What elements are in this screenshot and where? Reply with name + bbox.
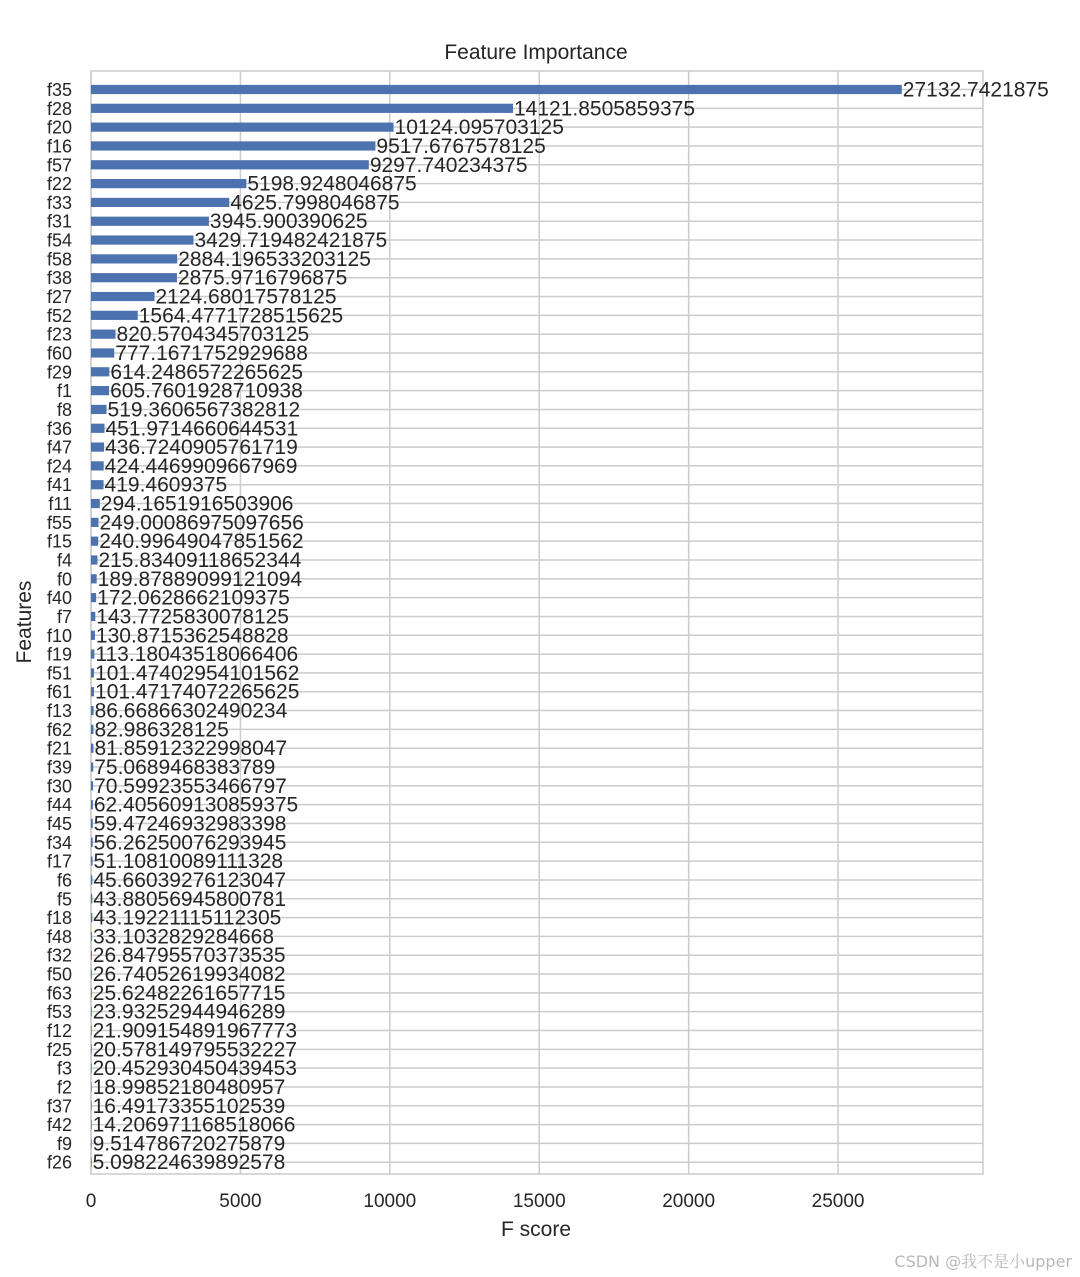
- bar-f27: [91, 292, 154, 301]
- value-label-f44: 62.405609130859375: [93, 793, 299, 817]
- y-tick-label-f3: f3: [56, 1058, 72, 1079]
- watermark: CSDN @我不是小upper: [894, 1252, 1072, 1271]
- bar-f34: [91, 838, 93, 847]
- y-tick-label-f50: f50: [46, 964, 72, 985]
- y-tick-label-f35: f35: [46, 80, 72, 100]
- y-tick-label-f25: f25: [46, 1039, 72, 1060]
- value-label-f4: 215.83409118652344: [98, 549, 302, 572]
- bar-f52: [91, 311, 138, 320]
- y-tick-label-f47: f47: [46, 437, 72, 458]
- bar-f40: [91, 593, 96, 602]
- bar-f2: [91, 1082, 92, 1091]
- bar-f58: [91, 254, 177, 263]
- y-tick-label-f23: f23: [46, 324, 72, 345]
- value-label-f24: 424.4469909667969: [104, 454, 298, 478]
- bar-f6: [91, 875, 92, 884]
- y-tick-label-f2: f2: [56, 1077, 72, 1098]
- bar-f53: [91, 1007, 92, 1016]
- value-label-f9: 9.514786720275879: [92, 1132, 286, 1156]
- bar-f44: [91, 800, 93, 809]
- y-tick-label-f60: f60: [46, 343, 72, 364]
- value-label-f0: 189.87889099121094: [97, 567, 303, 591]
- value-label-f34: 56.26250076293945: [93, 831, 287, 855]
- y-tick-label-f38: f38: [46, 268, 72, 289]
- bar-f47: [91, 442, 104, 451]
- y-tick-labels: [47, 80, 72, 1173]
- y-tick-label-f42: f42: [46, 1115, 72, 1136]
- bar-f38: [91, 273, 177, 282]
- y-tick-label-f37: f37: [46, 1096, 72, 1117]
- bar-f3: [91, 1064, 92, 1073]
- y-tick-label-f10: f10: [46, 625, 72, 646]
- y-tick-label-f48: f48: [46, 926, 72, 947]
- x-tick-label: 0: [85, 1191, 97, 1212]
- value-label-f63: 25.62482261657715: [92, 981, 286, 1005]
- value-label-f5: 43.88056945800781: [93, 887, 287, 911]
- value-label-f53: 23.93252944946289: [92, 1000, 286, 1024]
- bar-f16: [91, 141, 375, 150]
- y-tick-label-f54: f54: [46, 230, 72, 251]
- y-tick-label-f40: f40: [46, 588, 72, 609]
- y-tick-label-f28: f28: [46, 98, 72, 119]
- bar-f24: [91, 461, 104, 470]
- bar-f30: [91, 781, 93, 790]
- bar-f50: [91, 969, 92, 978]
- x-tick-label: 15000: [512, 1191, 566, 1212]
- value-label-f47: 436.7240905761719: [105, 436, 298, 460]
- bar-f17: [91, 857, 93, 866]
- value-label-f8: 519.3606567382812: [107, 398, 301, 422]
- y-tick-label-f4: f4: [56, 550, 72, 571]
- bar-f35: [91, 85, 902, 94]
- bar-f48: [91, 932, 92, 941]
- value-label-f27: 2124.68017578125: [155, 285, 337, 309]
- value-label-f61: 101.47174072265625: [95, 680, 300, 704]
- value-label-f33: 4625.7998046875: [230, 191, 400, 215]
- bar-f5: [91, 894, 92, 903]
- value-label-f16: 9517.6767578125: [376, 134, 546, 158]
- y-tick-label-f0: f0: [56, 569, 72, 590]
- y-tick-label-f20: f20: [46, 117, 72, 138]
- value-label-f37: 16.49173355102539: [92, 1094, 286, 1118]
- value-label-f29: 614.2486572265625: [110, 360, 304, 384]
- value-label-f25: 20.578149795532227: [92, 1038, 298, 1062]
- y-tick-label-f53: f53: [46, 1002, 72, 1023]
- value-label-f22: 5198.9248046875: [247, 172, 417, 196]
- bar-f51: [91, 668, 94, 677]
- y-tick-label-f36: f36: [46, 418, 72, 439]
- bar-f29: [91, 367, 109, 376]
- y-tick-label-f45: f45: [46, 813, 72, 834]
- bar-f11: [91, 499, 100, 508]
- value-label-f40: 172.0628662109375: [97, 586, 290, 610]
- y-tick-label-f30: f30: [46, 776, 72, 797]
- bar-f33: [91, 198, 229, 207]
- value-label-f15: 240.99649047851562: [99, 530, 304, 554]
- value-label-f36: 451.9714660644531: [105, 417, 299, 441]
- bar-f63: [91, 988, 92, 997]
- bar-f19: [91, 650, 94, 659]
- value-label-f32: 26.84795570373535: [92, 944, 286, 968]
- bar-f0: [91, 574, 97, 583]
- value-label-f45: 59.47246932983398: [93, 812, 287, 836]
- value-label-f12: 21.909154891967773: [92, 1019, 298, 1043]
- bar-f61: [91, 687, 94, 696]
- y-tick-label-f13: f13: [46, 701, 72, 722]
- value-label-f7: 143.7725830078125: [96, 605, 289, 629]
- value-label-f42: 14.206971168518066: [92, 1113, 296, 1137]
- value-label-f17: 51.10810089111328: [93, 850, 284, 874]
- y-tick-label-f19: f19: [46, 644, 72, 665]
- x-tick-label: 20000: [662, 1191, 716, 1212]
- y-tick-label-f51: f51: [46, 663, 72, 684]
- y-tick-label-f58: f58: [46, 249, 72, 270]
- y-tick-label-f63: f63: [46, 983, 72, 1004]
- bar-f41: [91, 480, 104, 489]
- y-tick-label-f55: f55: [46, 512, 72, 533]
- y-tick-label-f29: f29: [46, 362, 72, 383]
- bar-f55: [91, 518, 98, 527]
- value-label-f30: 70.59923553466797: [94, 774, 287, 798]
- y-axis-label: Features: [13, 580, 36, 664]
- bar-f32: [91, 951, 92, 960]
- y-tick-label-f61: f61: [46, 682, 72, 703]
- y-tick-label-f12: f12: [46, 1021, 72, 1041]
- bar-f21: [91, 744, 93, 753]
- x-axis-label: F score: [500, 1218, 572, 1241]
- value-label-f2: 18.99852180480957: [92, 1075, 286, 1099]
- value-label-f57: 9297.740234375: [369, 153, 528, 177]
- y-tick-label-f9: f9: [56, 1133, 72, 1154]
- y-tick-label-f18: f18: [46, 908, 72, 929]
- y-tick-label-f32: f32: [46, 945, 72, 966]
- value-label-f35: 27132.7421875: [902, 78, 1049, 102]
- value-label-f28: 14121.8505859375: [513, 97, 696, 121]
- bar-f42: [91, 1120, 92, 1129]
- y-tick-label-f6: f6: [56, 870, 72, 891]
- bar-f60: [91, 348, 114, 357]
- y-tick-label-f24: f24: [46, 456, 72, 477]
- y-tick-label-f5: f5: [56, 889, 72, 910]
- y-tick-label-f44: f44: [46, 795, 72, 816]
- value-label-f26: 5.098224639892578: [92, 1151, 286, 1175]
- value-label-f54: 3429.719482421875: [194, 229, 388, 253]
- value-label-f39: 75.0689468383789: [94, 756, 276, 780]
- y-tick-label-f31: f31: [46, 211, 72, 232]
- bar-f4: [91, 555, 97, 564]
- value-label-f58: 2884.196533203125: [178, 247, 371, 271]
- y-tick-label-f26: f26: [46, 1152, 72, 1173]
- y-tick-label-f52: f52: [46, 305, 72, 326]
- bar-f25: [91, 1045, 92, 1054]
- value-label-f60: 777.1671752929688: [115, 341, 308, 365]
- x-tick-label: 5000: [219, 1191, 262, 1212]
- value-label-f21: 81.85912322998047: [94, 737, 288, 761]
- value-label-f18: 43.19221115112305: [93, 906, 282, 930]
- bar-f28: [91, 104, 513, 113]
- bar-f15: [91, 537, 98, 546]
- y-tick-label-f22: f22: [46, 174, 72, 195]
- bar-f23: [91, 330, 116, 339]
- y-tick-label-f34: f34: [46, 832, 72, 853]
- y-tick-label-f27: f27: [46, 287, 72, 308]
- value-label-f52: 1564.4771728515625: [138, 304, 344, 328]
- bar-f37: [91, 1101, 92, 1110]
- bar-f26: [91, 1158, 92, 1167]
- y-tick-label-f62: f62: [46, 719, 72, 740]
- y-tick-label-f21: f21: [46, 738, 72, 759]
- value-label-f20: 10124.095703125: [394, 116, 564, 140]
- y-tick-label-f41: f41: [46, 475, 72, 496]
- y-tick-label-f33: f33: [46, 192, 72, 213]
- chart-title: Feature Importance: [444, 41, 628, 64]
- bar-f10: [91, 631, 95, 640]
- bar-f57: [91, 160, 369, 169]
- value-label-f50: 26.74052619934082: [92, 963, 286, 987]
- value-label-f51: 101.47402954101562: [95, 661, 300, 685]
- bar-f54: [91, 235, 193, 244]
- y-tick-label-f8: f8: [56, 399, 72, 420]
- y-tick-label-f57: f57: [46, 155, 72, 176]
- x-tick-labels: [86, 1191, 865, 1212]
- value-label-f11: 294.1651916503906: [100, 492, 294, 516]
- bar-f9: [91, 1139, 92, 1148]
- y-tick-label-f17: f17: [46, 851, 72, 872]
- x-tick-label: 25000: [811, 1191, 865, 1212]
- value-label-f55: 249.00086975097656: [99, 511, 304, 535]
- bar-f39: [91, 762, 93, 771]
- bar-f36: [91, 424, 105, 433]
- bar-f7: [91, 612, 95, 621]
- value-label-f13: 86.66866302490234: [94, 699, 288, 723]
- value-label-f3: 20.452930450439453: [92, 1057, 298, 1081]
- y-tick-label-f11: f11: [48, 494, 72, 515]
- bar-f45: [91, 819, 93, 828]
- bar-f22: [91, 179, 246, 188]
- value-label-f23: 820.5704345703125: [116, 323, 310, 347]
- y-tick-label-f1: f1: [56, 381, 72, 402]
- value-label-f48: 33.1032829284668: [92, 925, 275, 949]
- value-label-f31: 3945.900390625: [209, 210, 368, 234]
- y-tick-label-f15: f15: [46, 531, 72, 552]
- y-tick-label-f7: f7: [56, 606, 72, 627]
- value-label-f6: 45.66039276123047: [93, 868, 287, 892]
- bar-f8: [91, 405, 107, 414]
- value-label-f10: 130.8715362548828: [95, 624, 289, 648]
- value-label-f19: 113.18043518066406: [95, 643, 299, 667]
- value-label-f62: 82.986328125: [94, 718, 229, 742]
- value-label-f1: 605.7601928710938: [110, 379, 303, 403]
- y-tick-label-f16: f16: [46, 136, 72, 157]
- bar-f18: [91, 913, 92, 922]
- y-tick-label-f39: f39: [46, 757, 72, 778]
- bar-f62: [91, 725, 93, 734]
- bar-f1: [91, 386, 109, 395]
- value-label-f38: 2875.9716796875: [177, 266, 348, 290]
- bar-f13: [91, 706, 94, 715]
- bar-f12: [91, 1026, 92, 1035]
- x-tick-label: 10000: [363, 1191, 417, 1212]
- bar-f31: [91, 217, 209, 226]
- value-label-f41: 419.4609375: [104, 473, 228, 497]
- bar-f20: [91, 123, 394, 132]
